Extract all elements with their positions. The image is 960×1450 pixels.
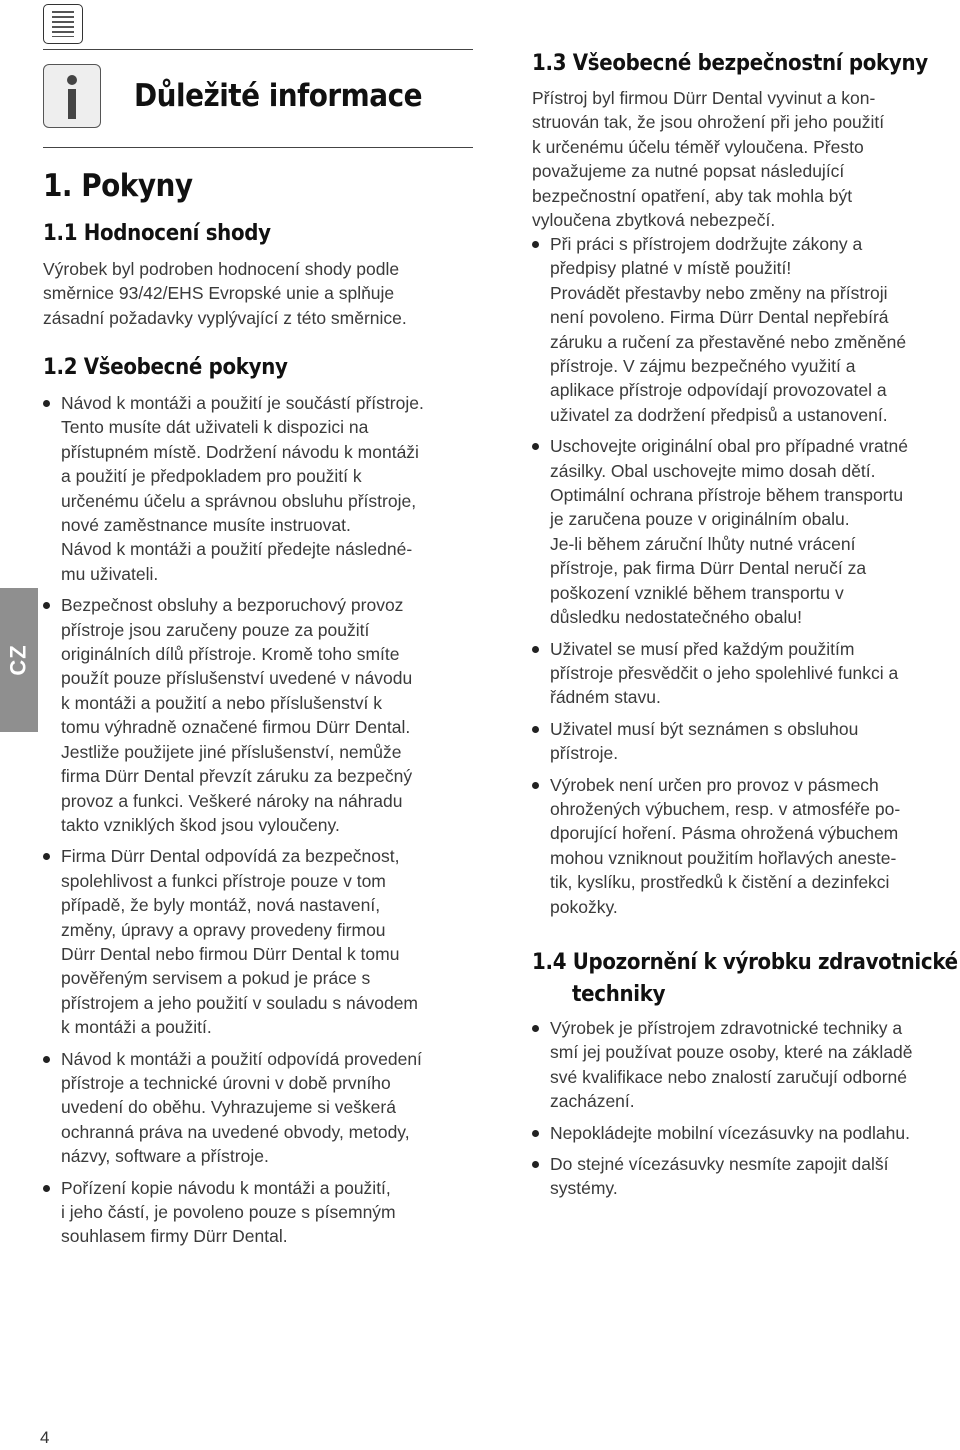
text-line: takto vzniklých škod jsou vyloučeny. (61, 814, 340, 835)
text-line: své kvalifikace nebo znalostí zaručují odborné (550, 1066, 908, 1087)
section-1-3-list (532, 232, 908, 919)
text-line: Tento musíte dát uživateli k dispozici na (61, 417, 369, 438)
text-line: vyloučena zbytková nebezpečí. (532, 210, 776, 231)
text-line: záruku a ručení za přestavěné nebo změněné (550, 331, 907, 352)
text-line: přístroje. V zájmu bezpečného využití a (550, 356, 856, 377)
text-line: Optimální ochrana přístroje během transportu (550, 485, 904, 506)
text-line: firma Dürr Dental převzít záruku za bezpečný (61, 766, 413, 787)
section-title-1-4: 1.4 Upozornění k výrobku zdravotnické (532, 950, 958, 975)
text-line: Výrobek byl podroben hodnocení shody podle (43, 259, 400, 279)
document-icon (43, 4, 83, 44)
list-item (532, 434, 908, 629)
text-line: Výrobek je přístrojem zdravotnické techniky a (550, 1018, 903, 1038)
list-item (532, 717, 908, 766)
text-line: Návod k montáži a použití odpovídá provedení (61, 1048, 422, 1069)
text-line: smí jej používat pouze osoby, které na základě (550, 1042, 913, 1063)
text-line: Uschovejte originální obal pro případné vratné (550, 436, 908, 457)
language-tab (0, 588, 38, 732)
text-line: mohou vzniknout použitím hořlavých aneste- (550, 847, 897, 868)
text-line: Jestliže použijete jiné příslušenství, nemůže (61, 741, 402, 762)
text-line: Firma Dürr Dental odpovídá za bezpečnost, (61, 846, 400, 867)
section-title-1-1: 1.1 Hodnocení shody (43, 221, 271, 246)
text-line: mu uživateli. (61, 563, 159, 584)
text-line: k montáži a použití. (61, 1017, 212, 1038)
text-line: ochranná práva na uvedené obvody, metody, (61, 1121, 410, 1142)
text-line: přístroje, pak firma Dürr Dental neručí za (550, 558, 867, 579)
text-line: řádném stavu. (550, 687, 661, 708)
text-line: systémy. (550, 1178, 618, 1199)
page-number: 4 (40, 1428, 50, 1447)
list-item (43, 844, 424, 1039)
section-title-1-2: 1.2 Všeobecné pokyny (43, 355, 288, 380)
text-line: Výrobek není určen pro provoz v pásmech (550, 774, 879, 795)
text-line: přístrojem a jeho použití v souladu s návodem (61, 992, 418, 1013)
list-item (532, 1121, 913, 1145)
section-title-pokyny: 1. Pokyny (43, 168, 193, 204)
list-item (43, 1047, 424, 1169)
text-line: uživatel za dodržení předpisů a ustanovení. (550, 404, 888, 425)
text-line: uvedení do oběhu. Vyhrazujeme si veškerá (61, 1097, 396, 1118)
text-line: je zaručena pouze v originálním obalu. (550, 509, 850, 530)
list-item (43, 593, 424, 837)
text-line: pokožky. (550, 896, 618, 917)
section-title-1-3: 1.3 Všeobecné bezpečnostní pokyny (532, 51, 928, 76)
text-line: Při práci s přístrojem dodržujte zákony a (550, 234, 863, 254)
text-line: spolehlivost a funkci přístroje pouze v tom (61, 870, 386, 891)
text-line: ohrožených výbuchem, resp. v atmosféře po- (550, 798, 901, 819)
text-line: k montáži a použití a nebo příslušenství k (61, 692, 382, 713)
header-divider (43, 147, 473, 148)
info-icon (43, 64, 101, 128)
text-line: přístroje. (550, 743, 619, 764)
text-line: přístupném místě. Dodržení návodu k montáži (61, 441, 419, 462)
text-line: Bezpečnost obsluhy a bezporuchový provoz (61, 595, 404, 616)
list-item (532, 1152, 913, 1201)
text-line: přístroje přesvědčit o jeho spolehlivé funkci a (550, 662, 899, 683)
text-line: tik, kyslíku, prostředků k čistění a dezinfekci (550, 872, 890, 893)
text-line: dporující hoření. Pásma ohrožená výbuchem (550, 823, 899, 844)
section-1-3-intro (532, 86, 884, 232)
page-title: Důležité informace (134, 78, 423, 114)
text-line: k určenému účelu téměř vyloučena. Přesto (532, 136, 864, 157)
text-line: Nepokládejte mobilní vícezásuvky na podlahu. (550, 1122, 910, 1143)
text-line: tomu výhradně označené firmou Dürr Dental. (61, 717, 411, 738)
text-line: bezpečnostní opatření, aby tak mohla být (532, 185, 853, 206)
language-tab-label: CZ (5, 644, 31, 676)
text-line: souhlasem firmy Dürr Dental. (61, 1226, 288, 1247)
text-line: Je-li během záruční lhůty nutné vrácení (550, 533, 856, 554)
text-line: zásilky. Obal uschovejte mimo dosah dětí. (550, 460, 876, 481)
text-line: použít pouze příslušenství uvedené v návodu (61, 668, 413, 689)
text-line: přístroje a technické úrovni v době prvního (61, 1072, 391, 1093)
list-item (43, 1176, 424, 1249)
text-line: Uživatel se musí před každým použitím (550, 638, 855, 659)
text-line: není povoleno. Firma Dürr Dental nepřebírá (550, 307, 889, 328)
list-item (532, 773, 908, 919)
section-1-1-text (43, 257, 407, 330)
text-line: Pořízení kopie návodu k montáži a použití, (61, 1177, 391, 1198)
list-item (532, 637, 908, 710)
text-line: považujeme za nutné popsat následující (532, 161, 845, 182)
text-line: Provádět přestavby nebo změny na přístroji (550, 282, 888, 303)
text-line: i jeho částí, je povoleno pouze s písemným (61, 1202, 396, 1222)
text-line: Návod k montáži a použití předejte následné- (61, 539, 413, 560)
text-line: Uživatel musí být seznámen s obsluhou (550, 718, 859, 739)
text-line: a použití je předpokladem pro použití k (61, 466, 362, 487)
text-line: poškození vzniklé během transportu v (550, 582, 844, 603)
text-line: Návod k montáži a použití je součástí přístroje. (61, 393, 424, 413)
section-1-2-list (43, 391, 424, 1249)
text-line: nové zaměstnance musíte instruovat. (61, 515, 351, 536)
section-1-4-list (532, 1016, 913, 1201)
text-line: pověřeným servisem a pokud je práce s (61, 968, 371, 989)
text-line: Do stejné vícezásuvky nesmíte zapojit další (550, 1154, 889, 1175)
text-line: změny, úpravy a opravy provedeny firmou (61, 919, 386, 940)
text-line: určenému účelu a správnou obsluhu přístroje, (61, 490, 417, 511)
text-line: originálních dílů přístroje. Kromě toho smíte (61, 644, 400, 665)
text-line: Přístroj byl firmou Dürr Dental vyvinut a kon- (532, 88, 876, 108)
text-line: provoz a funkci. Veškeré nároky na náhradu (61, 790, 403, 811)
text-line: důsledku nedostatečného obalu! (550, 607, 803, 628)
list-item (532, 1016, 913, 1114)
text-line: aplikace přístroje odpovídají provozovatel a (550, 380, 887, 401)
text-line: Dürr Dental nebo firmou Dürr Dental k tomu (61, 943, 400, 964)
text-line: zacházení. (550, 1091, 635, 1112)
text-line: předpisy platné v místě použití! (550, 258, 792, 279)
list-item (532, 232, 908, 427)
top-divider (43, 49, 473, 50)
text-line: zásadní požadavky vyplývající z této směrnice. (43, 307, 407, 328)
text-line: případě, že byly montáž, nová nastavení, (61, 895, 381, 916)
text-line: názvy, software a přístroje. (61, 1146, 269, 1167)
text-line: struován tak, že jsou ohrožení při jeho použití (532, 112, 885, 133)
list-item (43, 391, 424, 586)
text-line: směrnice 93/42/EHS Evropské unie a splňuje (43, 283, 395, 304)
text-line: přístroje jsou zaručeny pouze za použití (61, 619, 370, 640)
section-title-1-4-cont: techniky (572, 982, 666, 1007)
